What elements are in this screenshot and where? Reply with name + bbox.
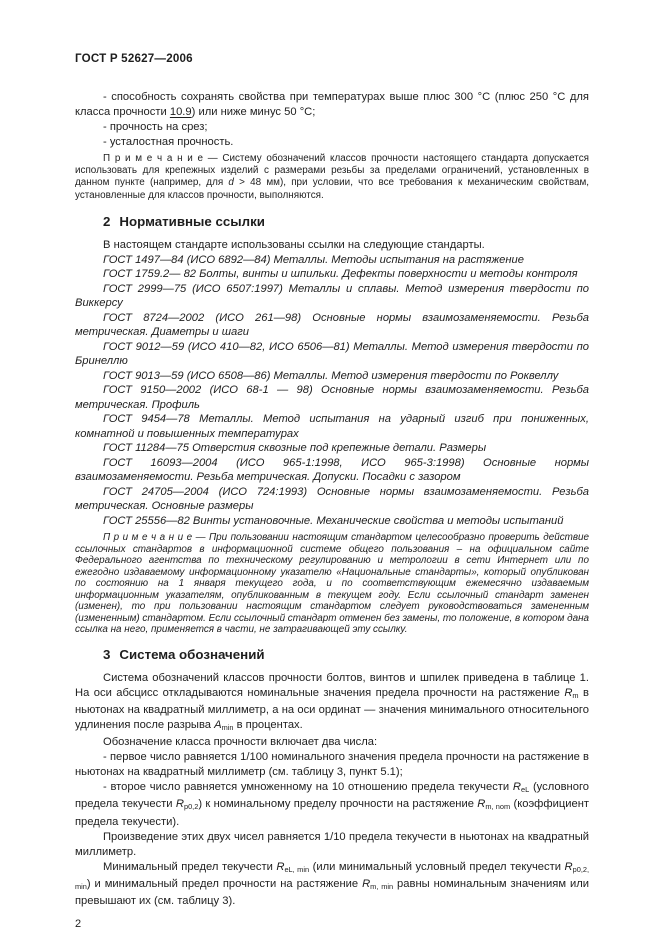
ref-gost-11284: ГОСТ 11284—75 Отверстия сквозные под крепежные детали. Размеры xyxy=(103,442,487,455)
section-2-heading xyxy=(75,213,589,230)
ref-gost-9012: ГОСТ 9012—59 (ИСО 410—82, ИСО 6506—81) Металлы. Метод измерения твердости по Бринеллю xyxy=(75,340,589,368)
ref-gost-9150: ГОСТ 9150—2002 (ИСО 68-1 — 98) Основные нормы взаимозаменяемости. Резьба метрическая. Профиль xyxy=(75,384,589,411)
section-3-heading xyxy=(75,646,589,663)
para-normative-intro: В настоящем стандарте использованы ссылки на следующие стандарты. xyxy=(103,238,485,251)
ref-gost-9454: ГОСТ 9454—78 Металлы. Метод испытания на ударный изгиб при пониженных, комнатной и повышенных температурах xyxy=(75,413,589,440)
designation-system-section xyxy=(75,671,589,909)
para-fatigue-strength: - усталостная прочность. xyxy=(103,136,234,148)
running-header: ГОСТ Р 52627—2006 xyxy=(75,52,193,65)
para-shear-strength: - прочность на срез; xyxy=(103,121,208,133)
ref-gost-1759-2: ГОСТ 1759.2— 82 Болты, винты и шпильки. Дефекты поверхности и методы контроля xyxy=(103,268,578,281)
ref-gost-9013: ГОСТ 9013—59 (ИСО 6508—86) Металлы. Метод измерения твердости по Роквеллу xyxy=(103,369,559,382)
section-2-title: Нормативные ссылки xyxy=(119,213,265,229)
para-first-number: - первое число равняется 1/100 номинального значения предела прочности на растяжение в ньютонах на квадратный миллиметр (см. таблицу 3, пункт 5.1); xyxy=(75,751,589,779)
intro-section xyxy=(75,90,589,202)
section-3-number: 3 xyxy=(103,646,111,662)
para-class-two-numbers: Обозначение класса прочности включает два числа: xyxy=(103,736,378,749)
para-designation-system: Система обозначений классов прочности болтов, винтов и шпилек приведена в таблице 1. На оси абсцисс откладываются номинальные значения предела прочности на растяжение Rm в ньютонах на квадратный миллиметр, а на оси ординат — значения минимального относительного удлинения после разрыва Amin в процентах. xyxy=(75,671,589,733)
normative-references-list xyxy=(75,253,589,529)
section-2-number: 2 xyxy=(103,213,111,229)
ref-gost-25556: ГОСТ 25556—82 Винты установочные. Механические свойства и методы испытаний xyxy=(103,514,564,527)
para-second-number: - второе число равняется умноженному на 10 отношению предела текучести ReL (условного предела текучести Rp0,2) к номинальному пределу прочности на растяжение Rm, nom (коэффициент предела текучести). xyxy=(75,781,590,828)
normative-references-section xyxy=(75,238,589,636)
ref-gost-2999: ГОСТ 2999—75 (ИСО 6507:1997) Металлы и сплавы. Метод измерения твердости по Виккерсу xyxy=(75,282,589,310)
ref-gost-16093: ГОСТ 16093—2004 (ИСО 965-1:1998, ИСО 965-3:1998) Основные нормы взаимозаменяемости. Резьба метрическая. Допуски. Посадки с зазором xyxy=(75,456,589,484)
para-minimum-yield: Минимальный предел текучести ReL, min (или минимальный условный предел текучести Rp0,2, min) и минимальный предел прочности на растяжение Rm, min равны номинальным значениям или превышают их (см. таблицу 3). xyxy=(75,860,590,908)
para-product-of-numbers: Произведение этих двух чисел равняется 1/10 предела текучести в ньютонах на квадратный миллиметр. xyxy=(75,830,589,858)
section-3-title: Система обозначений xyxy=(119,646,265,662)
page-number: 2 xyxy=(75,918,82,931)
ref-gost-1497: ГОСТ 1497—84 (ИСО 6892—84) Металлы. Методы испытания на растяжение xyxy=(103,253,524,266)
para-temperature-retention: - способность сохранять свойства при температурах выше плюс 300 °С (плюс 250 °С для класса прочности 10.9) или ниже минус 50 °С; xyxy=(75,91,589,118)
ref-gost-24705: ГОСТ 24705—2004 (ИСО 724:1993) Основные нормы взаимозаменяемости. Резьба метрическая. Основные размеры xyxy=(75,485,589,513)
ref-gost-8724: ГОСТ 8724—2002 (ИСО 261—98) Основные нормы взаимозаменяемости. Резьба метрическая. Диаметры и шаги xyxy=(75,311,589,339)
note-strength-classes: П р и м е ч а н и е — Систему обозначений классов прочности настоящего стандарта допускается использовать для крепежных изделий с размерами резьбы за пределами ограничений, установленных в данном пункте (например, для d > 48 мм), при условии, что все требования к механическим свойствам, установленные для классов прочности, выполняются. xyxy=(75,153,589,201)
note-reference-check: П р и м е ч а н и е — При пользовании настоящим стандартом целесообразно проверить действие ссылочных стандартов в информационной системе общего пользования – на официальном сайте Федерального агентства по техническому регулированию и метрологии в сети Интернет или по ежегодно издаваемому информационному указателю «Национальные стандарты», который опубликован по состоянию на 1 января текущего года, и по соответствующим ежемесячно издаваемым информационным указателям, опубликованным в текущем году. Если ссылочный стандарт заменен (изменен), то при пользовании настоящим стандартом следует руководствоваться замененным (измененным) стандартом. Если ссылочный стандарт отменен без замены, то положение, в котором дана ссылка на него, применяется в части, не затрагивающей эту ссылку. xyxy=(75,532,589,636)
